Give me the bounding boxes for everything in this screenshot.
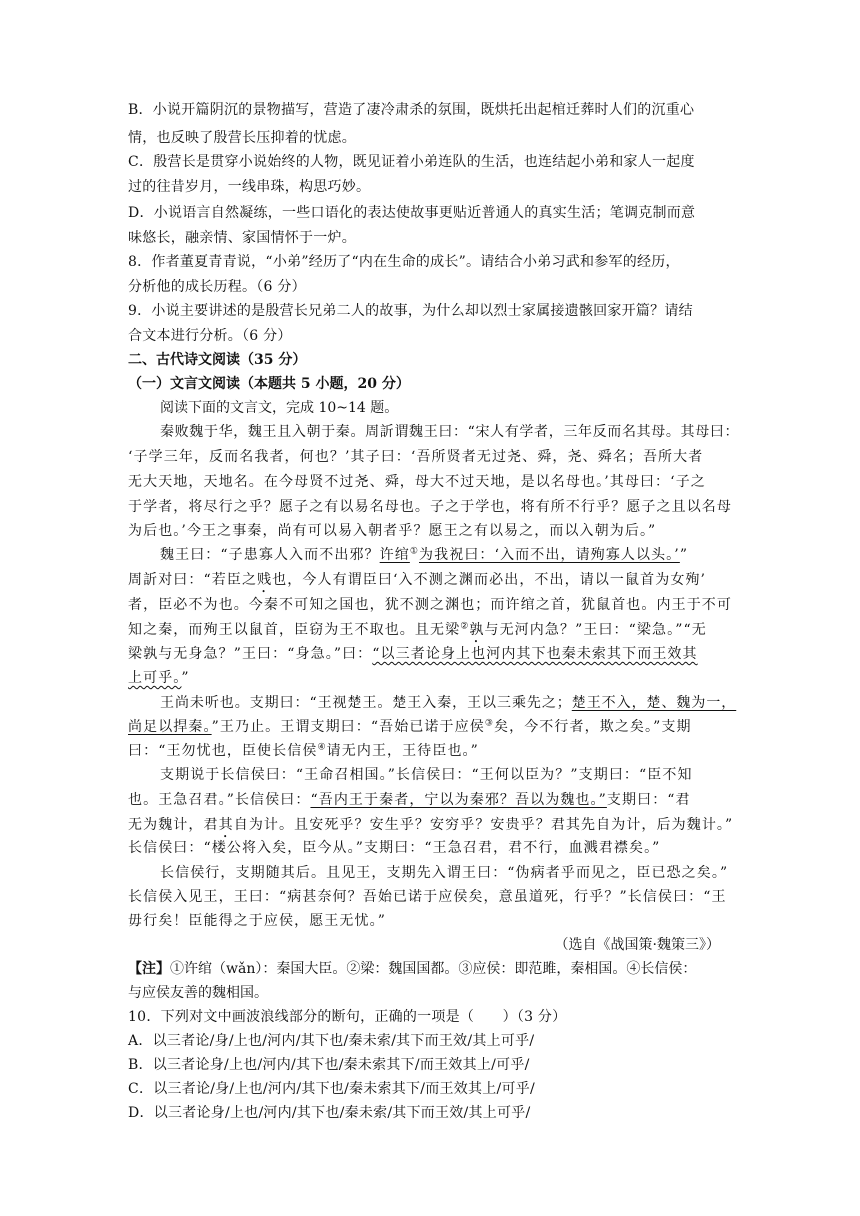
q7-option-b-line2: 情，也反映了殷营长压抑着的忧虑。	[128, 130, 356, 146]
question-9-line2: 合文本进行分析。（6 分）	[128, 328, 292, 344]
passage-p4-line1: 支期说于长信侯曰：“王命召相国。”长信侯曰：“王何以臣为？”支期曰：“臣不知	[160, 767, 693, 783]
text-segment: 也。王急召君。”长信侯曰：	[128, 792, 311, 808]
question-10-option-d[interactable]: D．以三者论身/上也/河内/其下也/秦未索/其下而王效/其上可乎/	[128, 1105, 531, 1121]
passage-source: （选自《战国策·魏策三》）	[554, 937, 720, 953]
annotation-line1	[128, 959, 696, 979]
q7-option-d-line2: 味悠长，融亲情、家国情怀于一炉。	[128, 230, 356, 246]
question-10-option-b[interactable]: B．以三者论身/上也/河内/其下也/秦未索其下/而王效其上/可乎/	[128, 1057, 530, 1073]
dotted-word: 其	[218, 817, 234, 833]
text-segment: 王尚未听也。支期曰：“王视楚王。楚王入秦，王以三乘先之；	[160, 695, 572, 711]
text-segment: ”王乃止。王谓支期曰：“吾始已诺于应侯	[211, 719, 485, 735]
text-segment: 魏王曰：“子患寡人入而不出邪？	[160, 547, 380, 563]
underlined-sentence: 为我祝曰：‘入而不出，请殉寡人以头。’	[419, 547, 680, 563]
text-segment: 请无内王，王待臣也。”	[326, 743, 479, 759]
q7-option-b-line1: B．小说开篇阴沉的景物描写，营造了凄冷肃杀的氛围，既烘托出起棺迁葬时人们的沉重心	[128, 102, 695, 118]
subsection-title: （一）文言文阅读（本题共 5 小题，20 分）	[128, 376, 410, 392]
passage-p1-line3: 无大天地，天地名。在今母贤不过尧、舜，母大不过天地，是以名母也。’其母曰：‘子之	[128, 474, 706, 490]
text-segment: 梁孰与无身急？”王曰：“身急。”曰：	[128, 646, 373, 662]
text-segment: 也，今人有谓臣曰‘入不测之渊而必出，不出，请以一鼠首为女殉’	[272, 572, 707, 588]
wavy-underlined-passage: 上可乎。	[128, 670, 182, 686]
question-8-line2: 分析他的成长历程。（6 分）	[128, 279, 306, 295]
passage-p3-line3	[128, 741, 479, 761]
underlined-sentence: “吾内王于秦者，宁以为秦邪？吾以为魏也。”	[310, 792, 607, 808]
passage-p2-line3: 者，臣必不为也。今秦不可知之国也，犹不测之渊也；而许绾之首，犹鼠首也。内王于不可	[128, 597, 732, 613]
text-segment: 知之秦，而殉王以鼠首，臣窃为王不取也。且无梁	[128, 622, 461, 638]
passage-p5-line1: 长信侯行，支期随其后。且见王，支期先入谓王曰：“伪病者乎而见之，臣已恐之矣。”	[160, 865, 729, 881]
question-10-option-c[interactable]: C．以三者论/身/上也/河内/其下也/秦未索其下/而王效其上/可乎/	[128, 1081, 535, 1097]
text-segment: 周訢对曰：“若臣之	[128, 572, 258, 588]
passage-p5-line2: 长信侯入见王，王曰：“病甚奈何？吾始已诺于应侯矣，意虽道死，行乎？”长信侯曰：“王	[128, 889, 727, 905]
question-9-line1: 9．小说主要讲述的是殷营长兄弟二人的故事，为什么却以烈士家属接遗骸回家开篇？请结	[128, 303, 693, 319]
underlined-sentence: 许绾	[379, 547, 410, 563]
text-segment: ”	[679, 547, 689, 563]
passage-p2-line1	[160, 545, 688, 565]
question-10-stem: 10．下列对文中画波浪线部分的断句，正确的一项是（ ）（3 分）	[128, 1009, 567, 1025]
reading-instruction: 阅读下面的文言文，完成 10~14 题。	[160, 400, 399, 416]
passage-p3-line1	[160, 693, 736, 713]
wavy-underlined-passage: “以三者论身上也河内其下也秦未索其下而王效其	[372, 646, 698, 662]
footnote-marker: ③	[484, 718, 494, 729]
text-segment: 支期曰：“君	[606, 792, 691, 808]
passage-p2-line5	[128, 644, 698, 664]
text-segment: 与无河内急？”王曰：“梁急。”“无	[484, 622, 707, 638]
text-segment: 无为魏计，君	[128, 817, 219, 833]
q7-option-c-line2: 过的往昔岁月，一线串珠，构思巧妙。	[128, 179, 371, 195]
q7-option-d-line1: D．小说语言自然凝练，一些口语化的表达使故事更贴近普通人的真实生活；笔调克制而意	[128, 205, 696, 221]
q7-option-c-line1: C．殷营长是贯穿小说始终的人物，既见证着小弟连队的生活，也连结起小弟和家人一起度	[128, 154, 695, 170]
passage-p1-line1: 秦败魏于华，魏王且入朝于秦。周訢谓魏王曰：“宋人有学者，三年反而名其母。其母曰：	[160, 424, 740, 440]
passage-p1-line5: 为后也。’今王之事秦，尚有可以易入朝者乎？愿王之有以易之，而以入朝为后。”	[128, 523, 657, 539]
section-title: 二、古代诗文阅读（35 分）	[128, 352, 307, 368]
footnote-marker: ④	[317, 742, 327, 753]
passage-p2-line2	[128, 570, 706, 596]
underlined-sentence: 楚王不入，楚、魏为一，	[571, 695, 737, 711]
passage-p3-line2	[128, 717, 692, 737]
passage-p4-line4: 长信侯曰：“楼公将入矣，臣今从。”支期曰：“王急召君，君不行，血溅君襟矣。”	[128, 840, 661, 856]
footnote-marker: ①	[409, 546, 420, 557]
passage-p2-line4	[128, 620, 707, 646]
annotation-label: 【注】	[128, 961, 170, 977]
annotation-line2: 与应侯友善的魏相国。	[128, 985, 268, 1001]
annotation-text: ①许绾（wǎn）：秦国大臣。②梁：魏国国都。③应侯：即范雎，秦相国。④长信侯：	[170, 961, 697, 977]
footnote-marker: ②	[460, 621, 470, 632]
text-segment: ”	[181, 670, 190, 686]
passage-p5-line3: 毋行矣！臣能得之于应侯，愿王无忧。”	[128, 913, 386, 929]
text-segment: 自为计。且安死乎？安生乎？安穷乎？安贵乎？君其先自为计，后为魏计。”	[233, 817, 734, 833]
passage-p1-line2: ‘子学三年，反而名我者，何也？’其子曰：‘吾所贤者无过尧、舜，尧、舜名；吾所大者	[128, 449, 704, 465]
question-8-line1: 8．作者董夏青青说，“小弟”经历了“内在生命的成长”。请结合小弟习武和参军的经历，	[128, 254, 680, 270]
dotted-word: 孰	[469, 622, 485, 638]
underlined-sentence: 尚足以捍秦。	[128, 719, 212, 735]
passage-p1-line4: 于学者，将尽行之乎？愿子之有以易名母也。子之于学也，将有所不行乎？愿子之且以名母	[128, 499, 732, 515]
passage-p4-line2	[128, 790, 691, 810]
text-segment: 曰：“王勿忧也，臣使长信侯	[128, 743, 318, 759]
question-10-option-a[interactable]: A．以三者论/身/上也/河内/其下也/秦未索/其下而王效/其上可乎/	[128, 1033, 535, 1049]
dotted-word: 贱	[257, 572, 273, 588]
passage-p2-line6	[128, 668, 190, 688]
text-segment: 矣，今不行者，欺之矣。”支期	[494, 719, 692, 735]
